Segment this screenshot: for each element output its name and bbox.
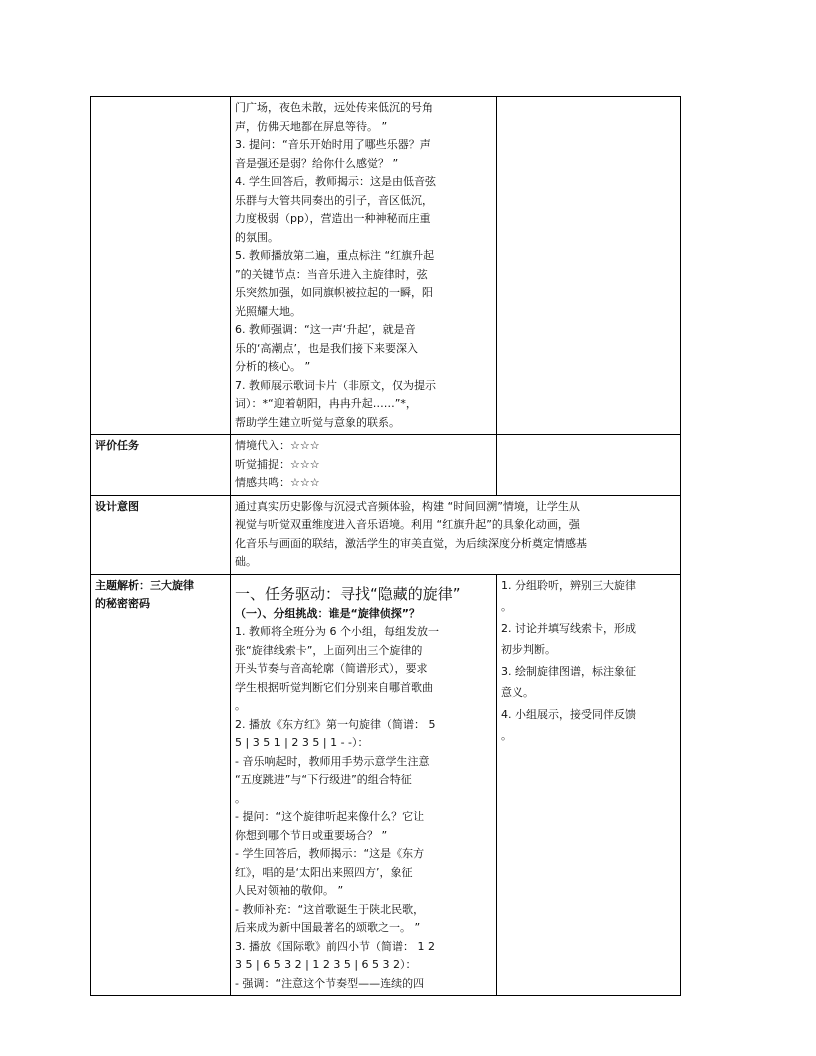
- design-content-cell: [231, 495, 681, 574]
- text-line: 红》，唱的是‘太阳出来照四方’，象征: [235, 865, 413, 879]
- table-row: [91, 435, 681, 496]
- text-line: 初步判断。: [501, 643, 556, 656]
- eval-label: 评价任务: [91, 435, 231, 496]
- lesson-plan-table: [90, 96, 681, 996]
- text-line: 情感共鸣：☆☆☆: [235, 476, 320, 489]
- text-line: - 强调：“注意这个节奏型——连续的四: [235, 976, 425, 990]
- text-line: 视觉与听觉双重维度进入音乐语境。利用 “红旗升起”的具象化动画，强: [235, 518, 580, 531]
- text-line: 张“旋律线索卡”，上面列出三个旋律的: [235, 643, 423, 657]
- text-line: ”的关键节点：当音乐进入主旋律时，弦: [235, 267, 428, 281]
- text-line: 分析的核心。 ”: [235, 360, 311, 373]
- text-line: - 提问：“这个旋律听起来像什么？它让: [235, 810, 425, 823]
- text-line: 3. 绘制旋律图谱，标注象征: [501, 664, 636, 678]
- text-line: 5 | 3 5 1 | 2 3 5 | 1 - -）：: [235, 736, 369, 749]
- text-line: 5. 教师播放第二遍，重点标注 “红旗升起: [235, 249, 435, 262]
- text-line: 1. 分组聆听，辨别三大旋律: [501, 578, 636, 592]
- text-line: 4. 小组展示，接受同伴反馈: [501, 707, 636, 721]
- text-line: 化音乐与画面的联结，激活学生的审美直觉，为后续深度分析奠定情感基: [235, 536, 587, 550]
- eval-content-cell: [231, 435, 497, 496]
- text-line: 乐突然加强，如同旗帜被拉起的一瞬，阳: [235, 286, 433, 299]
- text-line: 乐群与大管共同奏出的引子，音区低沉，: [235, 193, 433, 207]
- text-line: 2. 讨论并填写线索卡，形成: [501, 621, 636, 635]
- text-line: 。: [235, 699, 246, 712]
- text-line: - 教师补充：“这首歌诞生于陕北民歌，: [235, 902, 425, 916]
- text-line: 人民对领袖的敬仰。 ”: [235, 884, 344, 897]
- text-line: 3 5 | 6 5 3 2 | 1 2 3 5 | 6 5 3 2）：: [235, 958, 417, 971]
- theme-label: [91, 574, 231, 996]
- text-line: 词）：*“迎着朝阳，冉冉升起……”*，: [235, 397, 417, 410]
- text-line: 2. 播放《东方红》第一句旋律（简谱： 5: [235, 717, 436, 731]
- text-line: 情境代入：☆☆☆: [235, 439, 320, 452]
- text-line: 意义。: [501, 686, 534, 699]
- text-line: 1. 教师将全班分为 6 个小组，每组发放一: [235, 625, 439, 638]
- text-line: 后来成为新中国最著名的颂歌之一。 ”: [235, 921, 421, 934]
- text-line: 学生根据听觉判断它们分别来自哪首歌曲: [235, 680, 433, 694]
- section-subheading: （一）、分组挑战：谁是“旋律侦探”？: [235, 606, 420, 620]
- intro-content-cell: [231, 97, 497, 435]
- text-line: 础。: [235, 555, 257, 568]
- text-line: 声，仿佛天地都在屏息等待。 ”: [235, 119, 388, 133]
- text-line: 。: [235, 791, 246, 805]
- text-line: 。: [501, 600, 512, 613]
- theme-content-cell: [231, 574, 497, 996]
- text-line: 光照耀大地。: [235, 304, 301, 318]
- theme-label-line: 主题解析：三大旋律: [95, 578, 194, 592]
- text-line: 门广场，夜色未散，远处传来低沉的号角: [235, 101, 433, 114]
- empty-label-cell: [91, 97, 231, 435]
- text-line: 6. 教师强调：“这一声‘升起’，就是音: [235, 323, 416, 336]
- empty-side-cell: [497, 435, 681, 496]
- text-line: 力度极弱（pp），营造出一种神秘而庄重: [235, 212, 431, 225]
- text-line: 你想到哪个节日或重要场合？ ”: [235, 828, 388, 842]
- text-line: “五度跳进”与“下行级进”的组合特征: [235, 773, 412, 786]
- text-line: 3. 播放《国际歌》前四小节（简谱： 1 2: [235, 939, 435, 953]
- text-line: 乐的‘高潮点’，也是我们接下来要深入: [235, 341, 418, 355]
- table-row: [91, 97, 681, 435]
- design-label: 设计意图: [91, 495, 231, 574]
- text-line: 7. 教师展示歌词卡片（非原文，仅为提示: [235, 378, 436, 392]
- table-row: [91, 574, 681, 996]
- text-line: 的氛围。: [235, 230, 279, 244]
- text-line: 开头节奏与音高轮廓（简谱形式），要求: [235, 662, 428, 675]
- text-line: 。: [501, 729, 512, 742]
- text-line: 音是强还是弱？给你什么感觉？ ”: [235, 156, 399, 170]
- section-heading: 一、任务驱动：寻找“隐藏的旋律”: [235, 584, 461, 603]
- text-line: - 学生回答后，教师揭示：“这是《东方: [235, 847, 425, 860]
- table-row: [91, 495, 681, 574]
- text-line: 帮助学生建立听觉与意象的联系。: [235, 415, 400, 429]
- text-line: 通过真实历史影像与沉浸式音频体验，构建 “时间回溯”情境，让学生从: [235, 499, 580, 513]
- empty-side-cell: [497, 97, 681, 435]
- text-line: - 音乐响起时，教师用手势示意学生注意: [235, 754, 430, 768]
- text-line: 3. 提问：“音乐开始时用了哪些乐器？声: [235, 138, 431, 151]
- theme-label-line: 的秘密密码: [95, 597, 150, 610]
- text-line: 听觉捕捉：☆☆☆: [235, 457, 320, 471]
- student-activity-cell: [497, 574, 681, 996]
- text-line: 4. 学生回答后，教师揭示：这是由低音弦: [235, 175, 436, 188]
